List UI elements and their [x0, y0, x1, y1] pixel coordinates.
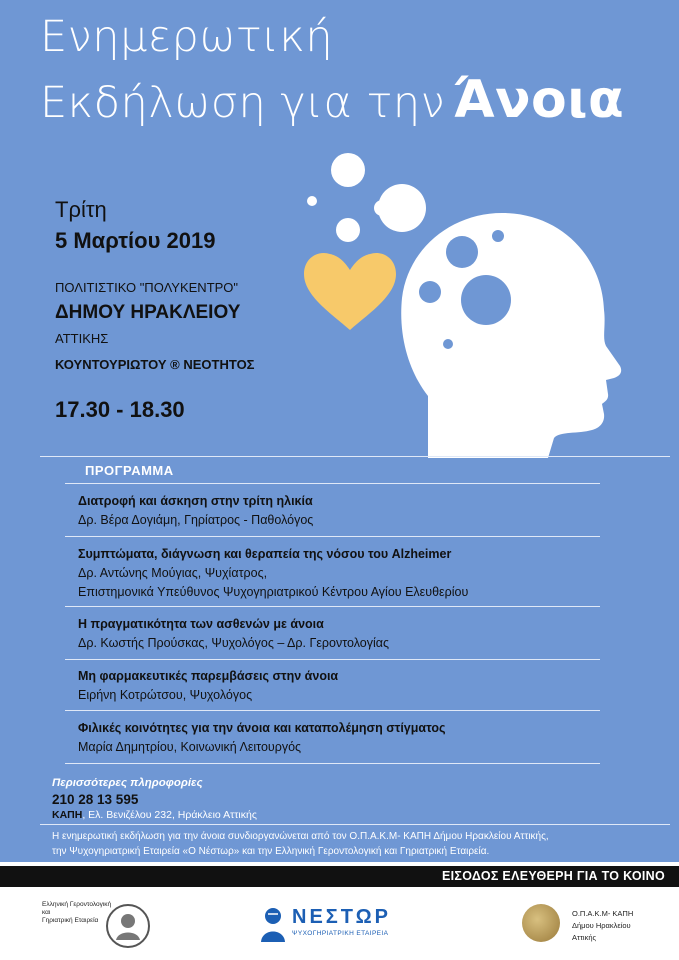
note-line-2: την Ψυχογηριατρική Εταιρεία «Ο Νέστωρ» και την Ελληνική Γεροντολογική και Γηριατρική Εταιρεία.: [52, 846, 490, 857]
brain-spot-icon: [446, 236, 478, 268]
divider: [65, 763, 600, 764]
contact-org: ΚΑΠΗ: [52, 809, 83, 821]
program-item: [78, 667, 598, 705]
brain-spot-icon: [461, 275, 511, 325]
opakm-line-2: Δήμου Ηρακλείου: [572, 921, 631, 930]
gerontology-society-logo: [42, 898, 152, 953]
title-line-2: [40, 70, 624, 130]
program-item-speaker: Δρ. Αντώνης Μούγιας, Ψυχίατρος,: [78, 566, 268, 580]
event-day: Τρίτη: [55, 197, 107, 222]
seal-icon: [106, 904, 150, 948]
bubble-icon: [378, 184, 426, 232]
title-highlight: Άνοια: [453, 70, 625, 130]
opakm-logo-text: [572, 908, 633, 944]
brain-spot-icon: [419, 281, 441, 303]
program-item-speaker-role: Επιστημονικά Υπεύθυνος Ψυχογηριατρικού Κέντρου Αγίου Ελευθερίου: [78, 585, 469, 599]
co-organizers-note: [52, 829, 652, 859]
opakm-line-1: Ο.Π.Α.Κ.Μ- ΚΑΠΗ: [572, 909, 634, 918]
program-item: [78, 719, 598, 757]
divider: [65, 536, 600, 537]
bubble-icon: [336, 218, 360, 242]
venue-line-3: ΑΤΤΙΚΗΣ: [55, 331, 109, 346]
divider: [65, 483, 600, 484]
divider: [65, 606, 600, 607]
bust-icon: [108, 906, 148, 946]
program-item: [78, 545, 598, 602]
program-item-speaker: Δρ. Κωστής Προύσκας, Ψυχολόγος – Δρ. Γεροντολογίας: [78, 636, 389, 650]
opakm-line-3: Αττικής: [572, 933, 597, 942]
program-item-topic: Μη φαρμακευτικές παρεμβάσεις στην άνοια: [78, 669, 339, 683]
program-title: ΠΡΟΓΡΑΜΜΑ: [85, 463, 174, 478]
bubble-icon: [331, 153, 365, 187]
program-item-topic: Συμπτώματα, διάγνωση και θεραπεία της νόσου του Alzheimer: [78, 547, 452, 561]
title-line-1: Ενημερωτική: [40, 12, 334, 62]
divider: [40, 456, 670, 457]
free-entry-text: ΕΙΣΟΔΟΣ ΕΛΕΥΘΕΡΗ ΓΙΑ ΤΟ ΚΟΙΝΟ: [441, 869, 665, 883]
nestor-logo-icon: [258, 906, 288, 944]
gerontology-name-line-1: Ελληνική Γεροντολογική και: [42, 901, 112, 916]
brain-spot-icon: [492, 230, 504, 242]
divider: [65, 659, 600, 660]
event-time: 17.30 - 18.30: [55, 397, 185, 422]
program-item-speaker: Ειρήνη Κοτρώτσου, Ψυχολόγος: [78, 688, 253, 702]
gerontology-name-line-2: Γηριατρική Εταιρεία: [42, 917, 99, 924]
venue-line-2: ΔΗΜΟΥ ΗΡΑΚΛΕΙΟΥ: [55, 302, 241, 323]
contact-address: [52, 809, 257, 821]
divider: [40, 824, 670, 825]
venue-address: ΚΟΥΝΤΟΥΡΙΩΤΟΥ ® ΝΕΟΤΗΤΟΣ: [55, 357, 255, 372]
bubble-icon: [307, 196, 317, 206]
heart-icon: [304, 253, 396, 330]
program-item-topic: Διατροφή και άσκηση στην τρίτη ηλικία: [78, 494, 313, 508]
gerontology-logo-text: [42, 901, 112, 925]
more-info-label: Περισσότερες πληροφορίες: [52, 777, 203, 789]
program-item-topic: Η πραγματικότητα των ασθενών με άνοια: [78, 617, 324, 631]
nestor-logo-subtitle: ΨΥΧΟΓΗΡΙΑΤΡΙΚΗ ΕΤΑΙΡΕΙΑ: [292, 930, 389, 937]
coin-emblem-icon: [522, 904, 560, 942]
contact-address-text: , Ελ. Βενιζέλου 232, Ηράκλειο Αττικής: [82, 809, 257, 821]
contact-phone: 210 28 13 595: [52, 792, 139, 807]
program-item: [78, 492, 598, 530]
free-entry-banner: [0, 866, 679, 887]
title-line-2-text: Εκδήλωση για την: [40, 78, 446, 128]
head-silhouette-icon: [401, 213, 621, 458]
venue-line-1: ΠΟΛΙΤΙΣΤΙΚΟ "ΠΟΛΥΚΕΝΤΡΟ": [55, 280, 239, 295]
event-date: 5 Μαρτίου 2019: [55, 228, 216, 253]
brain-spot-icon: [443, 339, 453, 349]
program-item-topic: Φιλικές κοινότητες για την άνοια και καταπολέμηση στίγματος: [78, 721, 446, 735]
program-item: [78, 615, 598, 653]
head-illustration: [290, 148, 630, 458]
program-item-speaker: Μαρία Δημητρίου, Κοινωνική Λειτουργός: [78, 740, 302, 754]
nestor-logo-name: ΝΕΣΤΩΡ: [292, 906, 392, 928]
note-line-1: Η ενημερωτική εκδήλωση για την άνοια συνδιοργανώνεται από τον Ο.Π.Α.Κ.Μ- ΚΑΠΗ Δήμου Ηρακλείου Αττικής,: [52, 831, 549, 842]
program-item-speaker: Δρ. Βέρα Δογιάμη, Γηρίατρος - Παθολόγος: [78, 513, 314, 527]
divider: [65, 710, 600, 711]
